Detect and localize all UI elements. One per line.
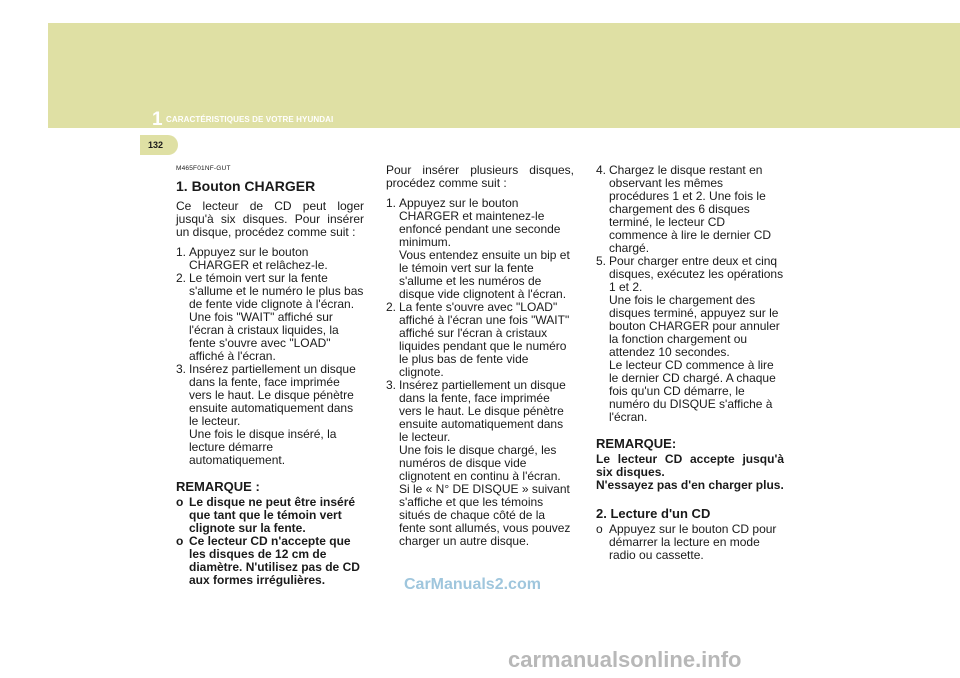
steps-list xyxy=(176,246,364,467)
remark-title: REMARQUE : xyxy=(176,479,260,494)
notes-list xyxy=(596,523,784,562)
list-item: 5. Pour charger entre deux et cinq disques, exécutez les opérations 1 et 2. Une fois le chargement des disques terminé, appuyez sur le bouton CHARGER pour annuler la fonction chargement ou attendez 10 secondes. Le lecteur CD commence à lire le dernier CD chargé. A chaque fois qu'un CD démarre, le numéro du DISQUE s'affiche à l'écran. xyxy=(596,254,784,424)
list-item: o Appuyez sur le bouton CD pour démarrer la lecture en mode radio ou cassette. xyxy=(596,522,777,562)
intro-paragraph: Ce lecteur de CD peut loger jusqu'à six disques. Pour insérer un disque, procédez comme suit : xyxy=(176,199,364,239)
watermark-text: carmanualsonline.info xyxy=(508,647,742,672)
remark-line: Le lecteur CD accepte jusqu'à six disques. xyxy=(596,452,784,479)
list-item: 1. Appuyez sur le bouton CHARGER et maintenez-le enfoncé pendant une seconde minimum. Vous entendez ensuite un bip et le témoin vert sur la fente s'allume et les numéros de disque vide clignotent à l'écran. xyxy=(386,196,570,301)
list-item: o Ce lecteur CD n'accepte que les disques de 12 cm de diamètre. N'utilisez pas de CD aux formes irrégulières. xyxy=(176,534,360,587)
list-item: 1. Appuyez sur le bouton CHARGER et relâchez-le. xyxy=(176,245,328,272)
column-1 xyxy=(176,158,364,587)
column-2 xyxy=(386,164,574,548)
section-code: M465F01NF-GUT xyxy=(176,165,231,172)
remark-title: REMARQUE: xyxy=(596,436,677,451)
steps-list xyxy=(386,197,574,548)
section-heading: 2. Lecture d'un CD xyxy=(596,506,711,521)
steps-list xyxy=(596,164,784,424)
header-band xyxy=(48,23,960,128)
list-item: 2. La fente s'ouvre avec "LOAD" affiché à l'écran une fois "WAIT" affiché sur l'écran à cristaux liquides pendant que le numéro le plus bas de fente vide clignote. xyxy=(386,300,570,379)
list-item: 3. Insérez partiellement un disque dans la fente, face imprimée vers le haut. Le disque pénètre ensuite automatiquement dans le lecteur. Une fois le disque inséré, la lecture démarre automatiquement. xyxy=(176,362,356,467)
list-item: 2. Le témoin vert sur la fente s'allume et le numéro le plus bas de fente vide clignote à l'écran. Une fois "WAIT" affiché sur l'écran à cristaux liquides, la fente s'ouvre avec "LOAD" affiché à l'écran. xyxy=(176,271,364,363)
list-item: 4. Chargez le disque restant en observant les mêmes procédures 1 et 2. Une fois le chargement des 6 disques terminé, le lecteur CD commence à lire le dernier CD chargé. xyxy=(596,163,772,255)
section-heading: 1. Bouton CHARGER xyxy=(176,178,316,194)
intro-paragraph: Pour insérer plusieurs disques, procédez comme suit : xyxy=(386,163,574,190)
remark-line: N'essayez pas d'en charger plus. xyxy=(596,478,784,492)
chapter-title: CARACTÉRISTIQUES DE VOTRE HYUNDAI xyxy=(166,115,334,124)
chapter-number: 1 xyxy=(152,109,163,130)
column-3 xyxy=(596,164,784,562)
page-number: 132 xyxy=(148,140,164,150)
notes-list xyxy=(176,496,364,587)
watermark-link[interactable]: CarManuals2.com xyxy=(404,576,541,593)
list-item: o Le disque ne peut être inséré que tant que le témoin vert clignote sur la fente. xyxy=(176,495,356,535)
list-item: 3. Insérez partiellement un disque dans la fente, face imprimée vers le haut. Le disque pénètre ensuite automatiquement dans le lecteur. Une fois le disque chargé, les numéros de disque vide clignotent en continu à l'écran. Si le « N° DE DISQUE » suivant s'affiche et que les témoins situés de chaque côté de la fente sont allumés, vous pouvez charger un autre disque. xyxy=(386,378,571,548)
